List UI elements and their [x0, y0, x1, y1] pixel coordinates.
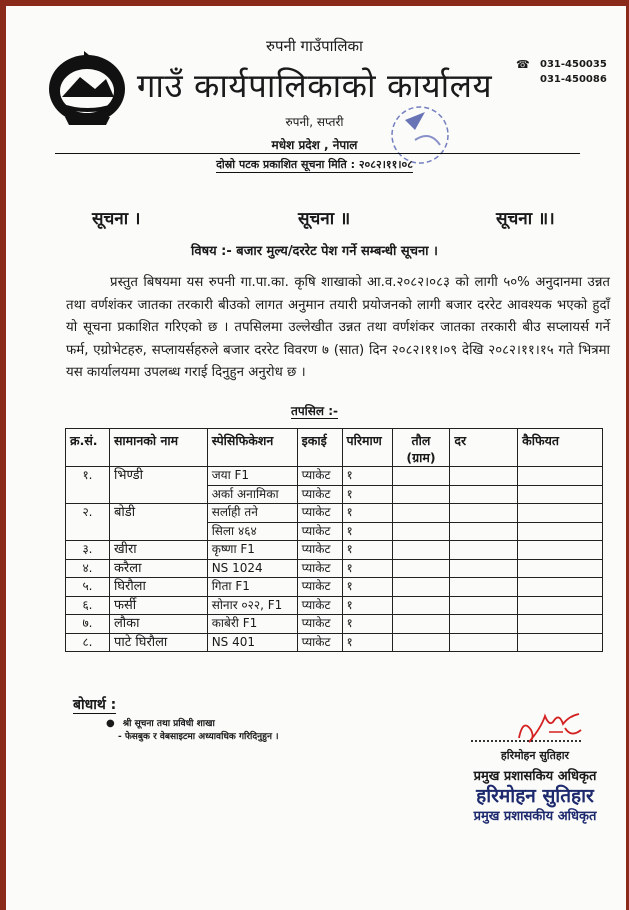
table-row	[66, 615, 603, 634]
bullet-icon: ●	[106, 718, 115, 729]
cell-remarks	[518, 596, 603, 615]
publication-date	[0, 157, 629, 172]
stamp-signatory-name: हरिमोहन सुतिहार	[476, 785, 594, 807]
schedule-label-text: तपसिल :-	[291, 404, 338, 418]
cc-label	[73, 695, 116, 714]
header-sn: क्र.सं.	[66, 429, 110, 467]
table-row	[66, 559, 603, 578]
signatory-name: हरिमोहन सुतिहार	[500, 749, 570, 762]
cell-unit: प्याकेट	[297, 541, 342, 560]
stamp-signatory-title: प्रमुख प्रशासकीय अधिकृत	[473, 809, 597, 824]
office-title: गाउँ कार्यपालिकाको कार्यालय	[136, 66, 493, 105]
cell-sn: ४.	[66, 559, 110, 578]
cell-remarks	[518, 522, 603, 541]
table-row	[66, 578, 603, 597]
schedule-label	[0, 402, 629, 419]
cell-remarks	[518, 578, 603, 597]
cc-recipient-text: श्री सूचना तथा प्रविधी शाखा	[122, 719, 215, 729]
cc-label-text: बोधार्थ :	[73, 697, 117, 713]
cell-sn: ५.	[66, 578, 110, 597]
notice-body-text: प्रस्तुत बिषयमा यस रुपनी गा.पा.का. कृषि शाखाको आ.व.२०८२।०८३ को लागी ५०% अनुदानमा उन्नत तथा वर्णशंकर जातका तरकारी बीउको लागत अनुमान तयारी प्रयोजनको लागी बजार दररेट आवश्यक भएको हुदाँ यो सूचना प्रकाशित गरिएको छ । तपसिलमा उल्लेखीत उन्नत तथा वर्णशंकर जातका तरकारी बीउ सप्लायर्स गर्ने फर्म, एग्रोभेटहरु, सप्लायर्सहरुले बजार दररेट विवरण ७ (सात) दिन २०८२।११।०९ देखि २०८२।११।१५ गते भित्रमा यस कार्यालयमा उपलब्ध गराई दिनुहुन अनुरोध छ ।	[66, 275, 610, 380]
cell-unit: प्याकेट	[297, 504, 342, 523]
cell-spec: NS 1024	[207, 559, 297, 578]
cell-rate	[450, 522, 518, 541]
cell-remarks	[518, 559, 603, 578]
notice-heading-1: सूचना ।	[92, 209, 141, 229]
cell-sn: ७.	[66, 615, 110, 634]
cell-item: करैला	[109, 559, 207, 578]
table-body	[66, 467, 603, 652]
header-divider	[55, 153, 580, 154]
header-unit: इकाई	[297, 429, 342, 467]
cell-qty: १	[342, 633, 392, 652]
table-row	[66, 541, 603, 560]
address-line-2: मधेश प्रदेश , नेपाल	[271, 138, 358, 152]
cell-rate	[450, 485, 518, 504]
cell-qty: १	[342, 541, 392, 560]
cell-rate	[450, 541, 518, 560]
cell-rate	[450, 504, 518, 523]
municipality-name: रुपनी गाउँपालिका	[266, 37, 363, 55]
header-item: सामानको नाम	[109, 429, 207, 467]
cell-qty: १	[342, 596, 392, 615]
cell-qty: १	[342, 578, 392, 597]
cell-sn: २.	[66, 504, 110, 541]
cell-qty: १	[342, 615, 392, 634]
cell-unit: प्याकेट	[297, 596, 342, 615]
cell-remarks	[518, 541, 603, 560]
phone-number: 031-450086	[540, 74, 607, 85]
cell-sn: ६.	[66, 596, 110, 615]
phone-block	[516, 57, 607, 87]
phone-number: 031-450035	[540, 59, 607, 70]
header-qty: परिमाण	[342, 429, 392, 467]
cell-sn: ८.	[66, 633, 110, 652]
cc-recipient	[106, 716, 215, 729]
cell-qty: १	[342, 504, 392, 523]
cell-item: लौका	[109, 615, 207, 634]
header-rate: दर	[450, 429, 518, 467]
cell-spec: सर्लाही तने	[207, 504, 297, 523]
cell-unit: प्याकेट	[297, 559, 342, 578]
cc-instruction: - फेसबुक र वेबसाइटमा अध्यावधिक गरिदिनुहुन ।	[118, 732, 279, 742]
cell-weight	[392, 485, 450, 504]
table-header-row	[66, 429, 603, 467]
cell-rate	[450, 467, 518, 486]
cell-item: बोडी	[109, 504, 207, 541]
cell-weight	[392, 467, 450, 486]
table-row	[66, 504, 603, 523]
cell-item: फर्सी	[109, 596, 207, 615]
cell-remarks	[518, 485, 603, 504]
cell-spec: गिता F1	[207, 578, 297, 597]
items-table	[65, 428, 603, 652]
header-remarks: कैफियत	[518, 429, 603, 467]
cell-sn: १.	[66, 467, 110, 504]
cell-remarks	[518, 615, 603, 634]
signature-icon	[515, 708, 585, 750]
cell-spec: सिला ४६४	[207, 522, 297, 541]
address-line-1: रुपनी, सप्तरी	[285, 115, 344, 129]
cell-qty: १	[342, 559, 392, 578]
notice-heading-2: सूचना ॥	[298, 209, 351, 229]
notice-body	[66, 272, 610, 385]
signatory-title: प्रमुख प्रशासकिय अधिकृत	[473, 769, 597, 784]
table-row	[66, 596, 603, 615]
cell-rate	[450, 633, 518, 652]
cell-remarks	[518, 633, 603, 652]
cell-qty: १	[342, 467, 392, 486]
cell-item: पाटे घिरौला	[109, 633, 207, 652]
cell-weight	[392, 504, 450, 523]
telephone-icon: ☎	[516, 58, 530, 71]
cell-unit: प्याकेट	[297, 615, 342, 634]
cell-remarks	[518, 504, 603, 523]
cell-remarks	[518, 467, 603, 486]
cell-rate	[450, 596, 518, 615]
table-row	[66, 467, 603, 486]
cell-item: भिण्डी	[109, 467, 207, 504]
cell-spec: कृष्णा F1	[207, 541, 297, 560]
cell-unit: प्याकेट	[297, 467, 342, 486]
cell-rate	[450, 559, 518, 578]
cell-spec: NS 401	[207, 633, 297, 652]
cell-rate	[450, 578, 518, 597]
cell-qty: १	[342, 485, 392, 504]
cell-weight	[392, 541, 450, 560]
table-row	[66, 633, 603, 652]
cell-weight	[392, 578, 450, 597]
cell-unit: प्याकेट	[297, 522, 342, 541]
cell-unit: प्याकेट	[297, 578, 342, 597]
header-spec: स्पेसिफिकेशन	[207, 429, 297, 467]
cell-spec: सोनार ०२२, F1	[207, 596, 297, 615]
cell-weight	[392, 615, 450, 634]
cell-weight	[392, 559, 450, 578]
publication-date-text: दोस्रो पटक प्रकाशित सूचना मिति : २०८२।११।०८	[216, 158, 413, 171]
cell-item: खीरा	[109, 541, 207, 560]
cell-qty: १	[342, 522, 392, 541]
cell-unit: प्याकेट	[297, 485, 342, 504]
subject-line: विषय :- बजार मुल्य/दररेट पेश गर्ने सम्बन्धी सूचना ।	[190, 244, 438, 259]
signature-line	[471, 740, 581, 742]
cell-rate	[450, 615, 518, 634]
cell-spec: अर्का अनामिका	[207, 485, 297, 504]
cell-spec: काबेरी F1	[207, 615, 297, 634]
cell-item: घिरौला	[109, 578, 207, 597]
cell-unit: प्याकेट	[297, 633, 342, 652]
header-weight: तौल (ग्राम)	[392, 429, 450, 467]
notice-heading-3: सूचना ॥।	[496, 209, 555, 229]
cell-sn: ३.	[66, 541, 110, 560]
cell-spec: जया F1	[207, 467, 297, 486]
cell-weight	[392, 596, 450, 615]
cell-weight	[392, 633, 450, 652]
cell-weight	[392, 522, 450, 541]
